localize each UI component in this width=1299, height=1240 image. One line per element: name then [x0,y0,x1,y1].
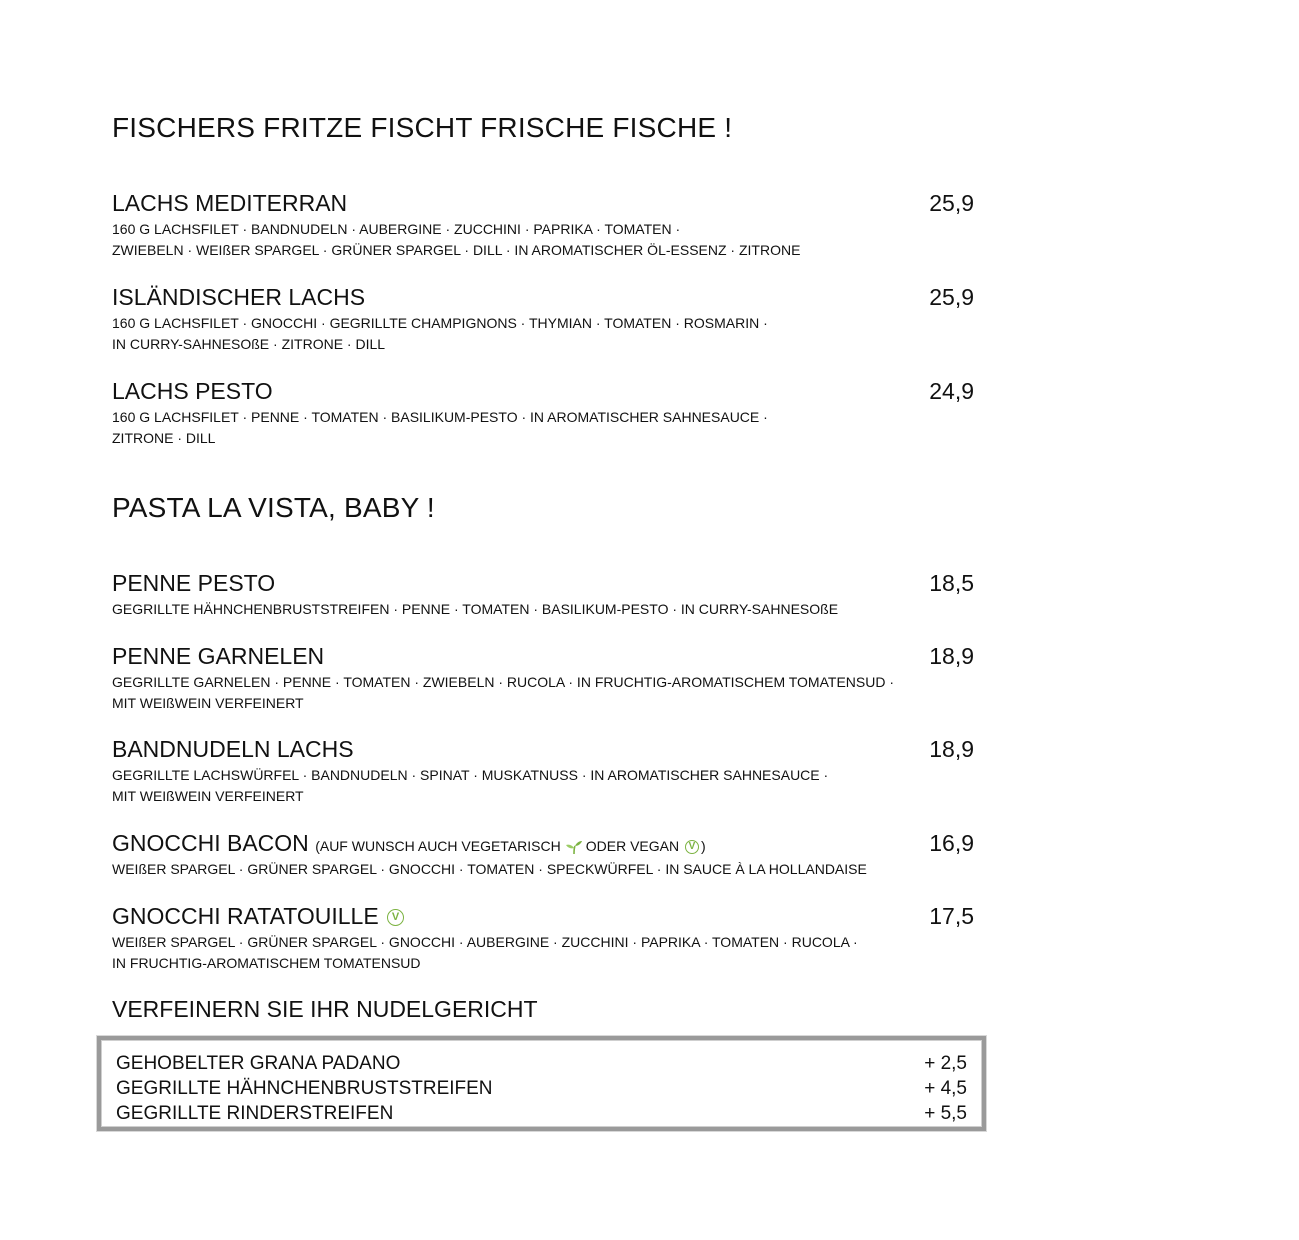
extra-price: + 5,5 [924,1103,967,1124]
description-line: 160 G LACHSFILET · PENNE · TOMATEN · BASILIKUM-PESTO · IN AROMATISCHER SAHNESAUCE · [112,409,768,425]
extra-item [116,1051,978,1076]
extra-item [116,1101,978,1126]
note-suffix: ) [700,838,706,854]
description-line: IN CURRY-SAHNESOßE · ZITRONE · DILL [112,336,386,352]
item-name: BANDNUDELN LACHS [112,736,354,762]
sprout-icon [565,839,583,855]
item-name: LACHS PESTO [112,378,273,404]
extras-list [116,1051,978,1126]
extra-price: + 2,5 [924,1053,967,1074]
description-line: MIT WEIßWEIN VERFEINERT [112,695,304,711]
item-price: 18,9 [929,643,974,669]
extra-item [116,1076,978,1101]
item-description [112,672,974,714]
item-price: 17,5 [929,903,974,929]
item-name-with-badge [112,903,406,929]
description-line: GEGRILLTE HÄHNCHENBRUSTSTREIFEN · PENNE · TOMATEN · BASILIKUM-PESTO · IN CURRY-SAHNESOßE [112,601,839,617]
item-description [112,859,974,880]
menu-item [112,734,974,807]
menu-item [112,188,974,261]
item-price: 18,9 [929,736,974,762]
description-line: WEIßER SPARGEL · GRÜNER SPARGEL · GNOCCHI · AUBERGINE · ZUCCHINI · PAPRIKA · TOMATEN · RUCOLA · [112,934,858,950]
item-description [112,932,974,974]
item-name: LACHS MEDITERRAN [112,190,348,216]
description-line: GEGRILLTE LACHSWÜRFEL · BANDNUDELN · SPINAT · MUSKATNUSS · IN AROMATISCHER SAHNESAUCE · [112,767,829,783]
item-price: 18,5 [929,570,974,596]
item-name-with-note [112,830,706,856]
vegan-badge-icon: V [685,840,699,854]
item-price: 25,9 [929,190,974,216]
item-name: GNOCCHI RATATOUILLE [112,903,379,929]
extra-name: GEGRILLTE HÄHNCHENBRUSTSTREIFEN [116,1078,493,1099]
description-line: MIT WEIßWEIN VERFEINERT [112,788,304,804]
menu-item [112,376,974,449]
extras-title: VERFEINERN SIE IHR NUDELGERICHT [112,996,538,1022]
item-name: ISLÄNDISCHER LACHS [112,284,366,310]
description-line: WEIßER SPARGEL · GRÜNER SPARGEL · GNOCCHI · TOMATEN · SPECKWÜRFEL · IN SAUCE À LA HOLLANDAISE [112,861,867,877]
menu-item [112,568,974,620]
item-description [112,599,974,620]
description-line: 160 G LACHSFILET · GNOCCHI · GEGRILLTE CHAMPIGNONS · THYMIAN · TOMATEN · ROSMARIN · [112,315,768,331]
extra-name: GEHOBELTER GRANA PADANO [116,1053,401,1074]
description-line: ZWIEBELN · WEIßER SPARGEL · GRÜNER SPARGEL · DILL · IN AROMATISCHER ÖL-ESSENZ · ZITRONE [112,242,801,258]
description-line: ZITRONE · DILL [112,430,216,446]
item-description [112,407,974,449]
menu-item [112,641,974,714]
item-description [112,313,974,355]
vegan-badge-icon: V [387,909,404,926]
item-price: 24,9 [929,378,974,404]
description-line: GEGRILLTE GARNELEN · PENNE · TOMATEN · ZWIEBELN · RUCOLA · IN FRUCHTIG-AROMATISCHEM TOMATENSUD · [112,674,894,690]
menu-item [112,282,974,355]
description-line: 160 G LACHSFILET · BANDNUDELN · AUBERGINE · ZUCCHINI · PAPRIKA · TOMATEN · [112,221,681,237]
item-note [315,838,705,854]
item-name: GNOCCHI BACON [112,830,309,856]
note-prefix: (AUF WUNSCH AUCH VEGETARISCH [315,838,561,854]
item-price: 25,9 [929,284,974,310]
item-name: PENNE GARNELEN [112,643,325,669]
description-line: IN FRUCHTIG-AROMATISCHEM TOMATENSUD [112,955,421,971]
item-description [112,219,974,261]
item-description [112,765,974,807]
section-title-pasta: PASTA LA VISTA, BABY ! [112,492,435,523]
extra-name: GEGRILLTE RINDERSTREIFEN [116,1103,394,1124]
item-price: 16,9 [929,830,974,856]
menu-item [112,901,974,974]
item-name: PENNE PESTO [112,570,276,596]
menu-item [112,828,974,880]
section-title-fish: FISCHERS FRITZE FISCHT FRISCHE FISCHE ! [112,112,733,143]
extras-box [97,1036,986,1131]
note-mid: ODER VEGAN [585,838,680,854]
extra-price: + 4,5 [924,1078,967,1099]
